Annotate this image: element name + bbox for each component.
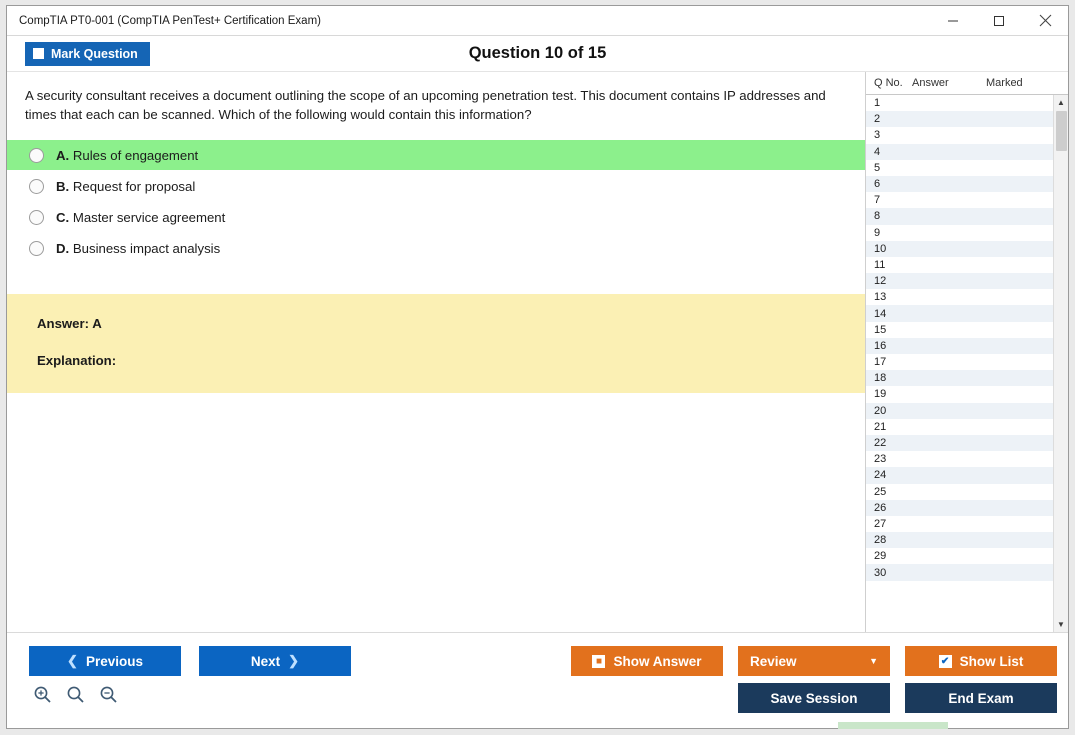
question-list-pane (865, 72, 1068, 632)
question-number: 19 (874, 388, 887, 401)
answer-panel (7, 294, 865, 393)
show-list-label: Show List (959, 653, 1024, 669)
question-number: 3 (874, 129, 881, 142)
footer-toolbar (7, 632, 1068, 728)
column-header-answer: Answer (912, 77, 949, 89)
question-text: A security consultant receives a document outlining the scope of an upcoming penetration test. This document contains IP addresses and times that each can be scanned. Which of the following would contain this information? (25, 88, 826, 123)
mark-question-checkbox-icon (33, 48, 44, 59)
scroll-down-icon[interactable]: ▼ (1057, 620, 1065, 629)
question-list-body (866, 95, 1068, 632)
question-list-row[interactable] (866, 548, 1053, 564)
question-number: 20 (874, 404, 887, 417)
question-list-row[interactable] (866, 500, 1053, 516)
question-list-row[interactable] (866, 338, 1053, 354)
scrollbar-thumb[interactable] (1056, 111, 1067, 151)
choice-text-c: Master service agreement (72, 209, 226, 225)
question-list-row[interactable] (866, 403, 1053, 419)
question-list-scrollbar[interactable] (1053, 95, 1068, 632)
question-number: 10 (874, 242, 887, 255)
save-session-button[interactable] (738, 683, 890, 713)
close-icon[interactable] (1022, 6, 1068, 35)
previous-button[interactable] (29, 646, 181, 676)
maximize-icon[interactable] (976, 6, 1022, 35)
question-number: 9 (874, 226, 881, 239)
title-bar (7, 6, 1068, 36)
choice-option-b[interactable] (7, 171, 865, 201)
question-number: 16 (874, 339, 887, 352)
zoom-controls (33, 685, 118, 704)
explanation-label: Explanation: (37, 353, 117, 369)
save-session-label: Save Session (770, 690, 858, 706)
page-title: Question 10 of 15 (468, 44, 607, 62)
question-number: 23 (874, 453, 887, 466)
scroll-up-icon[interactable]: ▲ (1057, 98, 1065, 107)
zoom-out-icon[interactable] (99, 685, 118, 704)
chevron-left-icon: ❮ (67, 653, 78, 668)
question-list-row[interactable] (866, 386, 1053, 402)
question-list-row[interactable] (866, 176, 1053, 192)
next-label: Next (250, 653, 281, 669)
question-list-rows[interactable] (866, 95, 1053, 632)
question-list-row[interactable] (866, 467, 1053, 483)
question-number: 22 (874, 437, 887, 450)
choice-label-a (56, 148, 198, 163)
question-number: 2 (874, 113, 881, 126)
question-list-row[interactable] (866, 241, 1053, 257)
zoom-in-icon[interactable] (33, 685, 52, 704)
review-label: Review (750, 653, 797, 669)
question-number: 13 (874, 291, 887, 304)
show-answer-label: Show Answer (613, 653, 702, 669)
choice-letter-c: C. (56, 209, 70, 225)
choice-text-a: Rules of engagement (72, 147, 199, 163)
choice-text-b: Request for proposal (72, 178, 196, 194)
question-list-row[interactable] (866, 95, 1053, 111)
question-number: 1 (874, 97, 881, 110)
question-number: 6 (874, 178, 881, 191)
question-number: 29 (874, 550, 887, 563)
question-number: 14 (874, 307, 887, 320)
question-number: 21 (874, 420, 887, 433)
radio-icon[interactable] (29, 210, 44, 225)
question-list-row[interactable] (866, 127, 1053, 143)
question-list-row[interactable] (866, 273, 1053, 289)
choice-label-d (56, 241, 220, 256)
end-exam-label: End Exam (948, 690, 1014, 706)
question-list-row[interactable] (866, 532, 1053, 548)
question-number: 11 (874, 258, 886, 271)
column-header-qno: Q No. (874, 77, 903, 89)
question-number: 30 (874, 566, 887, 579)
question-list-row[interactable] (866, 370, 1053, 386)
zoom-reset-icon[interactable] (66, 685, 85, 704)
question-list-row[interactable] (866, 144, 1053, 160)
question-number: 4 (874, 145, 881, 158)
previous-label: Previous (85, 653, 143, 669)
question-list-row[interactable] (866, 225, 1053, 241)
question-number: 8 (874, 210, 881, 223)
question-list-row[interactable] (866, 354, 1053, 370)
question-list-row[interactable] (866, 484, 1053, 500)
chevron-right-icon: ❯ (288, 653, 300, 668)
radio-icon[interactable] (29, 241, 44, 256)
question-list-row[interactable] (866, 257, 1053, 273)
question-list-row[interactable] (866, 419, 1053, 435)
question-number: 27 (874, 517, 887, 530)
question-number: 12 (874, 275, 887, 288)
question-list-row[interactable] (866, 305, 1053, 321)
question-number: 28 (874, 534, 887, 547)
question-header (7, 36, 1068, 72)
question-number: 25 (874, 485, 887, 498)
show-answer-checkbox-icon: ■ (592, 655, 605, 668)
status-strip (838, 722, 948, 729)
question-number: 24 (874, 469, 887, 482)
show-answer-button[interactable] (571, 646, 723, 676)
review-dropdown-button[interactable] (738, 646, 890, 676)
question-list-row[interactable] (866, 435, 1053, 451)
question-list-header (866, 72, 1068, 95)
radio-icon[interactable] (29, 148, 44, 163)
choice-letter-d: D. (56, 240, 70, 256)
end-exam-button[interactable] (905, 683, 1057, 713)
question-number: 18 (874, 372, 887, 385)
radio-icon[interactable] (29, 179, 44, 194)
question-number: 15 (874, 323, 887, 336)
show-list-checkbox-icon: ✔ (939, 655, 952, 668)
question-pane (7, 72, 865, 632)
show-list-button[interactable] (905, 646, 1057, 676)
choice-label-b (56, 179, 195, 194)
exam-window (6, 5, 1069, 729)
window-title: CompTIA PT0-001 (CompTIA PenTest+ Certification Exam) (19, 14, 321, 27)
question-list-row[interactable] (866, 160, 1053, 176)
next-button[interactable] (199, 646, 351, 676)
question-list-row[interactable] (866, 564, 1053, 580)
question-list-row[interactable] (866, 516, 1053, 532)
choice-text-d: Business impact analysis (72, 240, 221, 256)
mark-question-button[interactable] (25, 42, 150, 66)
question-list-row[interactable] (866, 322, 1053, 338)
mark-question-label: Mark Question (51, 46, 138, 61)
choice-letter-b: B. (56, 178, 70, 194)
choice-option-a[interactable] (7, 140, 865, 170)
question-list-row[interactable] (866, 289, 1053, 305)
choice-letter-a: A. (56, 147, 70, 163)
choice-list (7, 140, 865, 263)
question-list-row[interactable] (866, 208, 1053, 224)
choice-option-c[interactable] (7, 202, 865, 232)
question-list-row[interactable] (866, 192, 1053, 208)
column-header-marked: Marked (986, 77, 1023, 89)
choice-option-d[interactable] (7, 233, 865, 263)
answer-text: Answer: A (37, 316, 102, 332)
content-area (7, 72, 1068, 632)
chevron-down-icon: ▼ (869, 656, 878, 666)
question-number: 5 (874, 161, 881, 174)
question-list-row[interactable] (866, 111, 1053, 127)
question-number: 26 (874, 501, 887, 514)
minimize-icon[interactable] (930, 6, 976, 35)
question-list-row[interactable] (866, 451, 1053, 467)
choice-label-c (56, 210, 225, 225)
question-number: 7 (874, 194, 881, 207)
question-number: 17 (874, 356, 887, 369)
